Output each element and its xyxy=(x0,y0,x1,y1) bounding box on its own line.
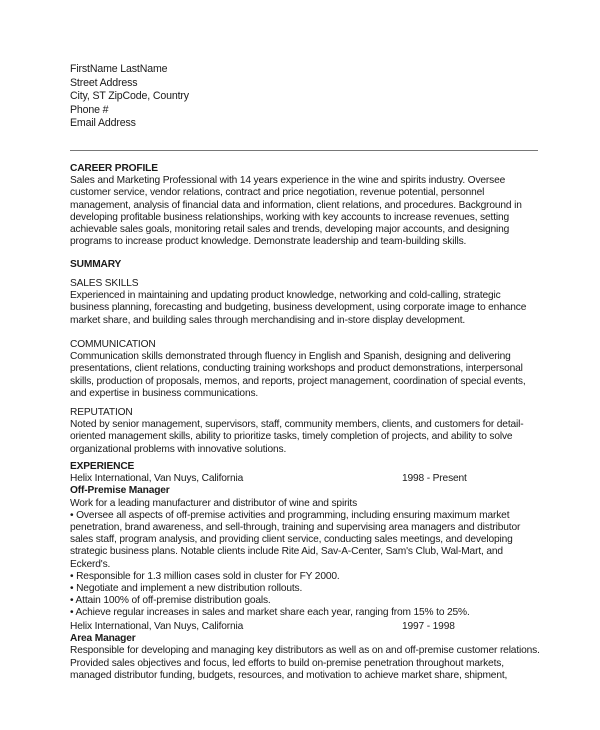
section-title-career-profile: CAREER PROFILE xyxy=(70,163,158,174)
sales-skills-line: business planning, forecasting and budgeting, business development, using corporate image to enhance xyxy=(70,302,527,314)
summary-section xyxy=(70,259,540,271)
reputation-line: oriented management skills, ability to prioritize tasks, timely completion of projects, and ability to solve xyxy=(70,431,513,443)
profile-line: achievable sales goals, monitoring retail sales and trends, developing major accounts, and designing xyxy=(70,224,510,236)
job-header xyxy=(70,621,540,633)
contact-name: FirstName LastName xyxy=(70,63,168,75)
sales-skills-line: market share, and building sales through merchandising and in-store display development. xyxy=(70,314,466,326)
reputation-line: Noted by senior management, supervisors, staff, community members, clients, and customers for detail- xyxy=(70,419,524,431)
communication-line: skills, production of proposals, memos, and reports, project management, coordination of special events, xyxy=(70,375,526,387)
subsection-title-sales-skills: SALES SKILLS xyxy=(70,278,139,289)
job-role: Area Manager xyxy=(70,633,136,645)
subsection-title-reputation: REPUTATION xyxy=(70,407,133,418)
sales-skills-line: Experienced in maintaining and updating product knowledge, networking and cold-calling, strategic xyxy=(70,290,501,302)
job-line: Work for a leading manufacturer and distributor of wine and spirits xyxy=(70,497,358,509)
contact-email: Email Address xyxy=(70,117,136,130)
section-title-experience: EXPERIENCE xyxy=(70,461,135,472)
contact-phone: Phone # xyxy=(70,103,109,116)
job-company: Helix International, Van Nuys, California xyxy=(70,473,244,485)
profile-line: programs to increase product knowledge. Demonstrate leadership and team-building skills. xyxy=(70,236,467,248)
job-header xyxy=(70,473,540,485)
experience-section xyxy=(70,461,540,620)
job-bullet: • Responsible for 1.3 million cases sold in cluster for FY 2000. xyxy=(70,570,340,582)
job-line: Eckerd's. xyxy=(70,558,111,570)
job-bullet: • Negotiate and implement a new distribution rollouts. xyxy=(70,583,303,595)
contact-block xyxy=(70,63,540,131)
contact-street: Street Address xyxy=(70,76,138,89)
job-line: penetration, brand awareness, and sell-through, training and supervising area managers and distributor xyxy=(70,522,521,533)
profile-line: customer service, vendor relations, contract and price negotiation, revenue potential, personnel xyxy=(70,187,485,199)
reputation-line: organizational problems with innovative solutions. xyxy=(70,443,287,455)
communication-line: and expertise in business communications. xyxy=(70,387,259,399)
job-line: managed distributor funding, budgets, resources, and motivation to achieve market share, shipment, xyxy=(70,669,508,681)
subsection-title-communication: COMMUNICATION xyxy=(70,339,156,350)
profile-line: Sales and Marketing Professional with 14 years experience in the wine and spirits industry. Oversee xyxy=(70,175,506,187)
job-line: • Oversee all aspects of off-premise activities and programming, including ensuring maximum market xyxy=(70,509,510,521)
profile-line: developing profitable business relationships, working with key accounts to increase revenues, setting xyxy=(70,211,510,223)
job-dates: 1998 - Present xyxy=(402,473,467,485)
job-line: Responsible for developing and managing key distributors as well as on and off-premise customer relations. xyxy=(70,645,540,657)
career-profile-section xyxy=(70,163,540,248)
job-bullet: • Achieve regular increases in sales and market share each year, ranging from 15% to 25%. xyxy=(70,607,470,619)
job-bullet: • Attain 100% of off-premise distribution goals. xyxy=(70,595,271,607)
communication-line: presentations, client relations, conducting training workshops and product demonstrations, interpersonal xyxy=(70,363,523,375)
sales-skills-section xyxy=(70,278,540,327)
section-title-summary: SUMMARY xyxy=(70,259,122,270)
communication-section xyxy=(70,339,540,400)
job-entry-2 xyxy=(70,621,540,682)
job-line: Provided sales objectives and focus, led efforts to build on-premise penetration throughout markets, xyxy=(70,657,504,669)
divider-line xyxy=(70,150,538,151)
job-dates: 1997 - 1998 xyxy=(402,621,455,632)
contact-city: City, ST ZipCode, Country xyxy=(70,90,189,103)
job-line: strategic business plans. Notable clients include Rite Aid, Sav-A-Center, Sam's Club, Wal-Mart, and xyxy=(70,546,503,558)
job-company: Helix International, Van Nuys, California xyxy=(70,621,244,632)
communication-line: Communication skills demonstrated through fluency in English and Spanish, designing and delivering xyxy=(70,351,511,363)
job-line: sales staff, program analysis, and providing client service, conducting sales meetings, and developing xyxy=(70,534,513,546)
profile-line: management, analysis of financial data and information, client relations, and procedures. Background in xyxy=(70,199,522,211)
job-role: Off-Premise Manager xyxy=(70,485,170,497)
reputation-section xyxy=(70,407,540,456)
